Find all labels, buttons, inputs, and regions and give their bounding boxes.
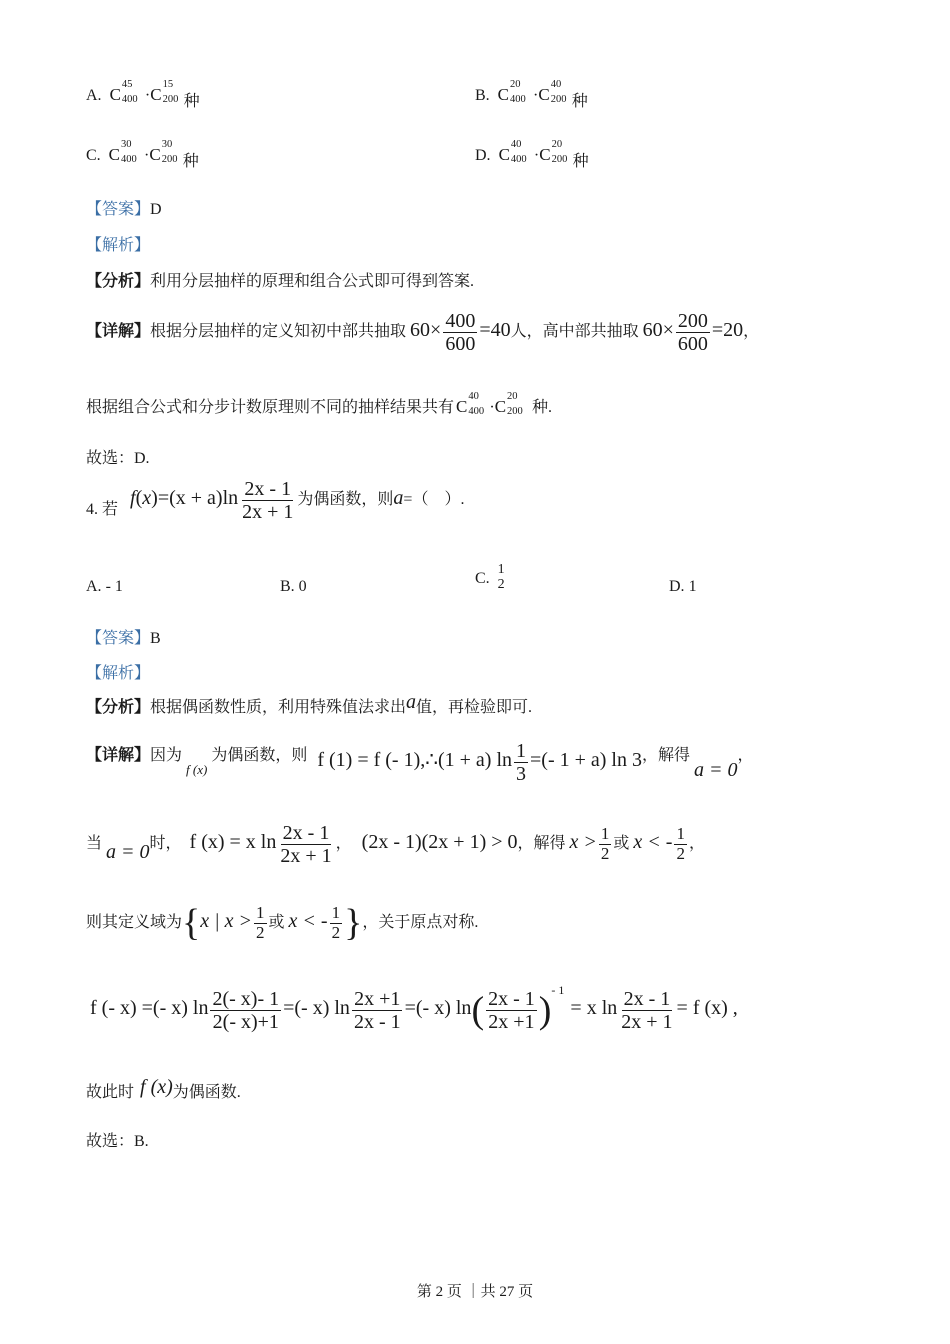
fenxi-text: 利用分层抽样的原理和组合公式即可得到答案. <box>150 273 475 290</box>
xiangjie-text-2: 人，高中部共抽取 <box>510 323 639 341</box>
option-a: A. C 45 400 ·C 15 200 种 <box>86 79 200 110</box>
option-d: D. C 40 400 ·C 20 200 种 <box>475 139 589 170</box>
q4-line3 <box>86 902 479 945</box>
combination-c1: C 40 400 <box>456 391 485 417</box>
combination-c2: C 20 200 <box>539 139 568 165</box>
xiangjie-text: 根据分层抽样的定义知初中部共抽取 <box>150 323 407 341</box>
set-expr-2: x < - <box>288 909 328 932</box>
line-text-3: ，解得 <box>517 835 566 853</box>
comma: ， <box>737 747 754 765</box>
stem-expr: =(x + a)ln <box>157 487 239 510</box>
answer-value: D <box>150 201 162 218</box>
fenxi-text-2: 值，再检验即可. <box>416 699 533 716</box>
expr-part-5: = f (x) , <box>676 997 738 1020</box>
fraction-half-2: $\frac{1}{2}$ <box>331 903 341 942</box>
q4-line2 <box>86 822 705 867</box>
stem-text: 为偶函数，则 <box>297 491 394 509</box>
right-paren: ) <box>538 989 552 1032</box>
q4-fenxi <box>86 691 533 718</box>
expr-eq20: =20 <box>711 319 744 342</box>
fenxi-text: 根据偶函数性质，利用特殊值法求出 <box>150 699 407 716</box>
fenxi-tag: 【分析】 <box>86 699 151 716</box>
a-symbol: a <box>406 691 417 713</box>
expr-fx: f (x) <box>140 1076 173 1098</box>
q4-xiangjie <box>86 740 754 785</box>
xiangjie-text-2: 为偶函数，则 <box>211 747 308 765</box>
q4-line5 <box>86 1075 241 1099</box>
q3-guxuan: 故选：D. <box>86 450 150 467</box>
q3-line2: 根据组合公式和分步计数原理则不同的抽样结果共有 C 40 400 ·C 20 200 种. <box>86 391 553 417</box>
answer-tag: 【答案】 <box>86 630 151 647</box>
xiangjie-text: 因为 <box>150 747 183 765</box>
line-text-2: ，关于原点对称. <box>362 913 479 931</box>
fraction-4: $\frac{2x - 1}{2x + 1}$ <box>621 988 673 1033</box>
q3-xiangjie <box>86 310 759 355</box>
right-brace: } <box>344 902 363 945</box>
page-footer: 第 2 页 ｜共 27 页 <box>416 1284 534 1300</box>
expr-f1: f (1) = f (- 1),∴(1 + a) ln <box>317 749 513 772</box>
fraction-half-2: $\frac{1}{2}$ <box>676 824 685 863</box>
x-symbol: x <box>142 487 152 510</box>
q4-jiexi: 【解析】 <box>86 665 151 682</box>
left-brace: { <box>182 902 201 945</box>
q4-option-c: C. 1 2 <box>475 562 505 593</box>
combination-c1: C 40 400 <box>498 139 527 165</box>
f-symbol: f <box>130 487 136 510</box>
exponent: - 1 <box>551 983 565 998</box>
combination-c1: C 30 400 <box>108 139 137 165</box>
fx-small: f (x) <box>186 762 208 778</box>
combination-c1: C 45 400 <box>109 79 138 105</box>
line-text-2: 种. <box>532 399 553 416</box>
expr-a0: a = 0 <box>106 841 150 864</box>
expr-ln3: =(- 1 + a) ln 3 <box>530 749 642 772</box>
expr-part-3: =(- x) ln <box>404 997 472 1020</box>
expr-a0: a = 0 <box>694 759 738 782</box>
fraction-f: $\frac{2x - 1}{2x + 1}$ <box>280 822 332 867</box>
expr-x-lt: x < - <box>633 831 673 854</box>
q3-answer <box>86 196 162 219</box>
combination-c2: C 40 200 <box>538 79 567 105</box>
expr-f: f (x) = x ln <box>189 831 277 854</box>
fraction-200-600: $\frac{200}{600}$ <box>677 310 708 355</box>
option-c: C. C 30 400 ·C 30 200 种 <box>86 139 199 170</box>
expr-inequality: (2x - 1)(2x + 1) > 0 <box>361 831 518 854</box>
q4-answer <box>86 625 161 648</box>
answer-tag: 【答案】 <box>86 201 151 218</box>
option-b: B. C 20 400 ·C 40 200 种 <box>475 79 588 110</box>
comma: ， <box>743 323 760 341</box>
a-symbol: a <box>393 487 404 510</box>
left-paren: ( <box>471 989 485 1032</box>
combination-c1: C 20 400 <box>497 79 526 105</box>
expr-60x: 60× <box>410 319 442 342</box>
fraction-2: $\frac{2x +1}{2x - 1}$ <box>353 988 401 1033</box>
fraction-1: $\frac{2(- x)- 1}{2(- x)+1}$ <box>212 988 280 1033</box>
expr-part-1: f (- x) =(- x) ln <box>90 997 209 1020</box>
expr-part-4: = x ln <box>570 997 618 1020</box>
line-text: 则其定义域为 <box>86 913 183 931</box>
q4-line4 <box>90 983 738 1033</box>
line-text-2: 为偶函数. <box>172 1084 241 1101</box>
or-text: 或 <box>613 835 630 853</box>
comma: ， <box>688 835 705 853</box>
option-label: B. <box>475 87 490 104</box>
combination-c2: C 15 200 <box>150 79 179 105</box>
fenxi-tag: 【分析】 <box>86 273 151 290</box>
q3-fenxi <box>86 268 474 291</box>
fraction-1-3: $\frac{1}{3}$ <box>516 740 527 785</box>
fraction-half: $\frac{1}{2}$ <box>256 903 265 942</box>
or-text: 或 <box>268 913 285 931</box>
expr-60x-2: 60× <box>642 319 674 342</box>
xiangjie-text-3: ，解得 <box>642 747 691 765</box>
q4-stem: 4. 若 f(x)=(x + a)ln $\frac{2x - 1}{2x + 1}$ 为偶函数，则a=（ ）. <box>86 478 465 523</box>
option-label: D. <box>475 147 491 164</box>
option-label: A. <box>86 87 102 104</box>
option-label: C. <box>86 147 101 164</box>
xiangjie-tag: 【详解】 <box>86 747 151 765</box>
fraction-3: $\frac{2x - 1}{2x +1}$ <box>488 988 535 1033</box>
q4-option-d: D. 1 <box>669 578 697 595</box>
q3-jiexi: 【解析】 <box>86 237 151 254</box>
q4-option-a: A. - 1 <box>86 578 123 595</box>
expr-eq40: =40 <box>479 319 511 342</box>
expr-part-2: =(- x) ln <box>283 997 350 1020</box>
line-text-2: 时， <box>149 835 182 853</box>
q4-guxuan: 故选：B. <box>86 1133 149 1150</box>
comma: ， <box>335 835 352 853</box>
fraction-400-600: $\frac{400}{600}$ <box>445 310 476 355</box>
fraction-half: $\frac{1}{2}$ <box>600 824 610 863</box>
combination-c2: C 30 200 <box>149 139 178 165</box>
combination-c2: C 20 200 <box>494 391 523 417</box>
line-text: 当 <box>86 835 103 853</box>
stem-text-2: =（ ）. <box>403 491 465 509</box>
half-fraction: 1 2 <box>497 562 505 593</box>
set-expr: x | x > <box>200 909 253 932</box>
line-text: 根据组合公式和分步计数原理则不同的抽样结果共有 <box>86 399 455 416</box>
xiangjie-tag: 【详解】 <box>86 323 151 341</box>
stem-fraction: $\frac{2x - 1}{2x + 1}$ <box>242 478 294 523</box>
answer-value: B <box>150 630 161 647</box>
expr-x-gt: x > <box>569 831 597 854</box>
q4-option-b: B. 0 <box>280 578 307 595</box>
line-text: 故此时 <box>86 1084 135 1101</box>
question-number: 4. 若 <box>86 501 119 519</box>
